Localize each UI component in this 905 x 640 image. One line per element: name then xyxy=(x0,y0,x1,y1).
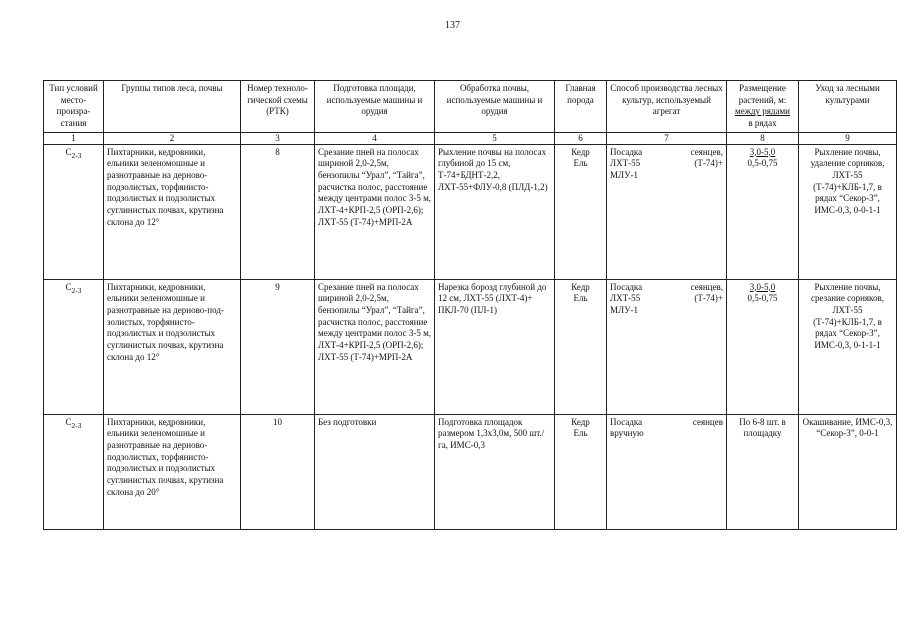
header-production-method: Способ производства лесных культур, используемый агрегат xyxy=(607,81,727,133)
main-species-cell: Кедр Ель xyxy=(555,279,607,414)
forest-groups-cell: Пихтарники, кедровники, ельники зеленомошные и разнотравные на дерново-подзолистых, торфянисто-подзолистых и подзолистых суглинистых почвах, крутизна склона до 12° xyxy=(104,144,241,279)
column-number: 5 xyxy=(435,132,555,144)
table-row xyxy=(44,414,897,529)
plant-placement-cell: 3,0-5,0 0,5-0,75 xyxy=(727,279,799,414)
header-soil-treatment: Обработка почвы, используемые машины и орудия xyxy=(435,81,555,133)
header-rtk-number: Номер техноло-гической схемы (РТК) xyxy=(241,81,315,133)
care-cell: Рыхление почвы, удаление сорняков, ЛХТ-55 (Т-74)+КЛБ-1,7, в рядах “Секор-3”, ИМС-0,3, 0-0-1-1 xyxy=(799,144,897,279)
column-number: 1 xyxy=(44,132,104,144)
column-number: 2 xyxy=(104,132,241,144)
page-number: 137 xyxy=(445,20,460,31)
production-method-cell: Посадка сеянцев, ЛХТ-55 (Т-74)+ МЛУ-1 xyxy=(607,279,727,414)
soil-treatment-cell: Нарезка борозд глубиной до 12 см, ЛХТ-55 (ЛХТ-4)+ ПКЛ-70 (ПЛ-1) xyxy=(435,279,555,414)
site-preparation-cell: Срезание пней на полосах шириной 2,0-2,5м, бензопилы “Урал”, “Тайга”, расчистка полос, расстояние между центрами полос 3-5 м, ЛХТ-4+КРП-2,5 (ОРП-2,6); ЛХТ-55 (Т-74)+МРП-2А xyxy=(315,144,435,279)
rtk-number-cell: 10 xyxy=(241,414,315,529)
header-care: Уход за лесными культурами xyxy=(799,81,897,133)
header-forest-groups: Группы типов леса, почвы xyxy=(104,81,241,133)
column-number: 4 xyxy=(315,132,435,144)
rtk-number-cell: 8 xyxy=(241,144,315,279)
header-main-species: Главная порода xyxy=(555,81,607,133)
site-type-cell: $С_{2-3}$ xyxy=(44,414,104,529)
column-number: 7 xyxy=(607,132,727,144)
header-plant-placement: Размещение растений, м: между рядами в рядах xyxy=(727,81,799,133)
plant-placement-cell: 3,0-5,0 0,5-0,75 xyxy=(727,144,799,279)
main-species-cell: Кедр Ель xyxy=(555,414,607,529)
site-type-cell: $С_{2-3}$ xyxy=(44,279,104,414)
care-cell: Рыхление почвы, срезание сорняков, ЛХТ-55 (Т-74)+КЛБ-1,7, в рядах “Секор-3”, ИМС-0,3, 0-1-1-1 xyxy=(799,279,897,414)
forest-groups-cell: Пихтарники, кедровники, ельники зеленомошные и разнотравные на дерново-под-золистых, торфянисто-подзолистых и подзолистых суглинистых почвах, крутизна склона до 12° xyxy=(104,279,241,414)
site-type-cell: $С_{2-3}$ xyxy=(44,144,104,279)
soil-treatment-cell: Рыхление почвы на полосах глубиной до 15 см, Т-74+БДНТ-2,2, ЛХТ-55+ФЛУ-0,8 (ПЛД-1,2) xyxy=(435,144,555,279)
site-preparation-cell: Срезание пней на полосах шириной 2,0-2,5м, бензопилы “Урал”, “Тайга”, расчистка полос, расстояние между центрами полос 3-5 м, ЛХТ-4+КРП-2,5 (ОРП-2,6); ЛХТ-55 (Т-74)+МРП-2А xyxy=(315,279,435,414)
plant-placement-cell: По 6-8 шт. в площадку xyxy=(727,414,799,529)
forest-groups-cell: Пихтарники, кедровники, ельники зеленомошные и разнотравные на дерново-подзолистых, торфянисто-подзолистых и подзолистых суглинистых почвах, крутизна склона до 20° xyxy=(104,414,241,529)
header-site-type: Тип условий место-произра-стания xyxy=(44,81,104,133)
production-method-cell: Посадка сеянцев, ЛХТ-55 (Т-74)+ МЛУ-1 xyxy=(607,144,727,279)
column-numbers-row xyxy=(44,132,897,144)
column-number: 9 xyxy=(799,132,897,144)
table-row xyxy=(44,279,897,414)
site-preparation-cell: Без подготовки xyxy=(315,414,435,529)
production-method-cell: Посадка сеянцев вручную xyxy=(607,414,727,529)
header-site-preparation: Подготовка площади, используемые машины и орудия xyxy=(315,81,435,133)
rtk-number-cell: 9 xyxy=(241,279,315,414)
soil-treatment-cell: Подготовка площадок размером 1,3х3,0м, 500 шт./га, ИМС-0,3 xyxy=(435,414,555,529)
forest-culture-table xyxy=(43,80,897,530)
header-row xyxy=(44,81,897,133)
main-species-cell: Кедр Ель xyxy=(555,144,607,279)
column-number: 8 xyxy=(727,132,799,144)
table-row xyxy=(44,144,897,279)
care-cell: Окашивание, ИМС-0,3, “Секор-3”, 0-0-1 xyxy=(799,414,897,529)
column-number: 3 xyxy=(241,132,315,144)
column-number: 6 xyxy=(555,132,607,144)
